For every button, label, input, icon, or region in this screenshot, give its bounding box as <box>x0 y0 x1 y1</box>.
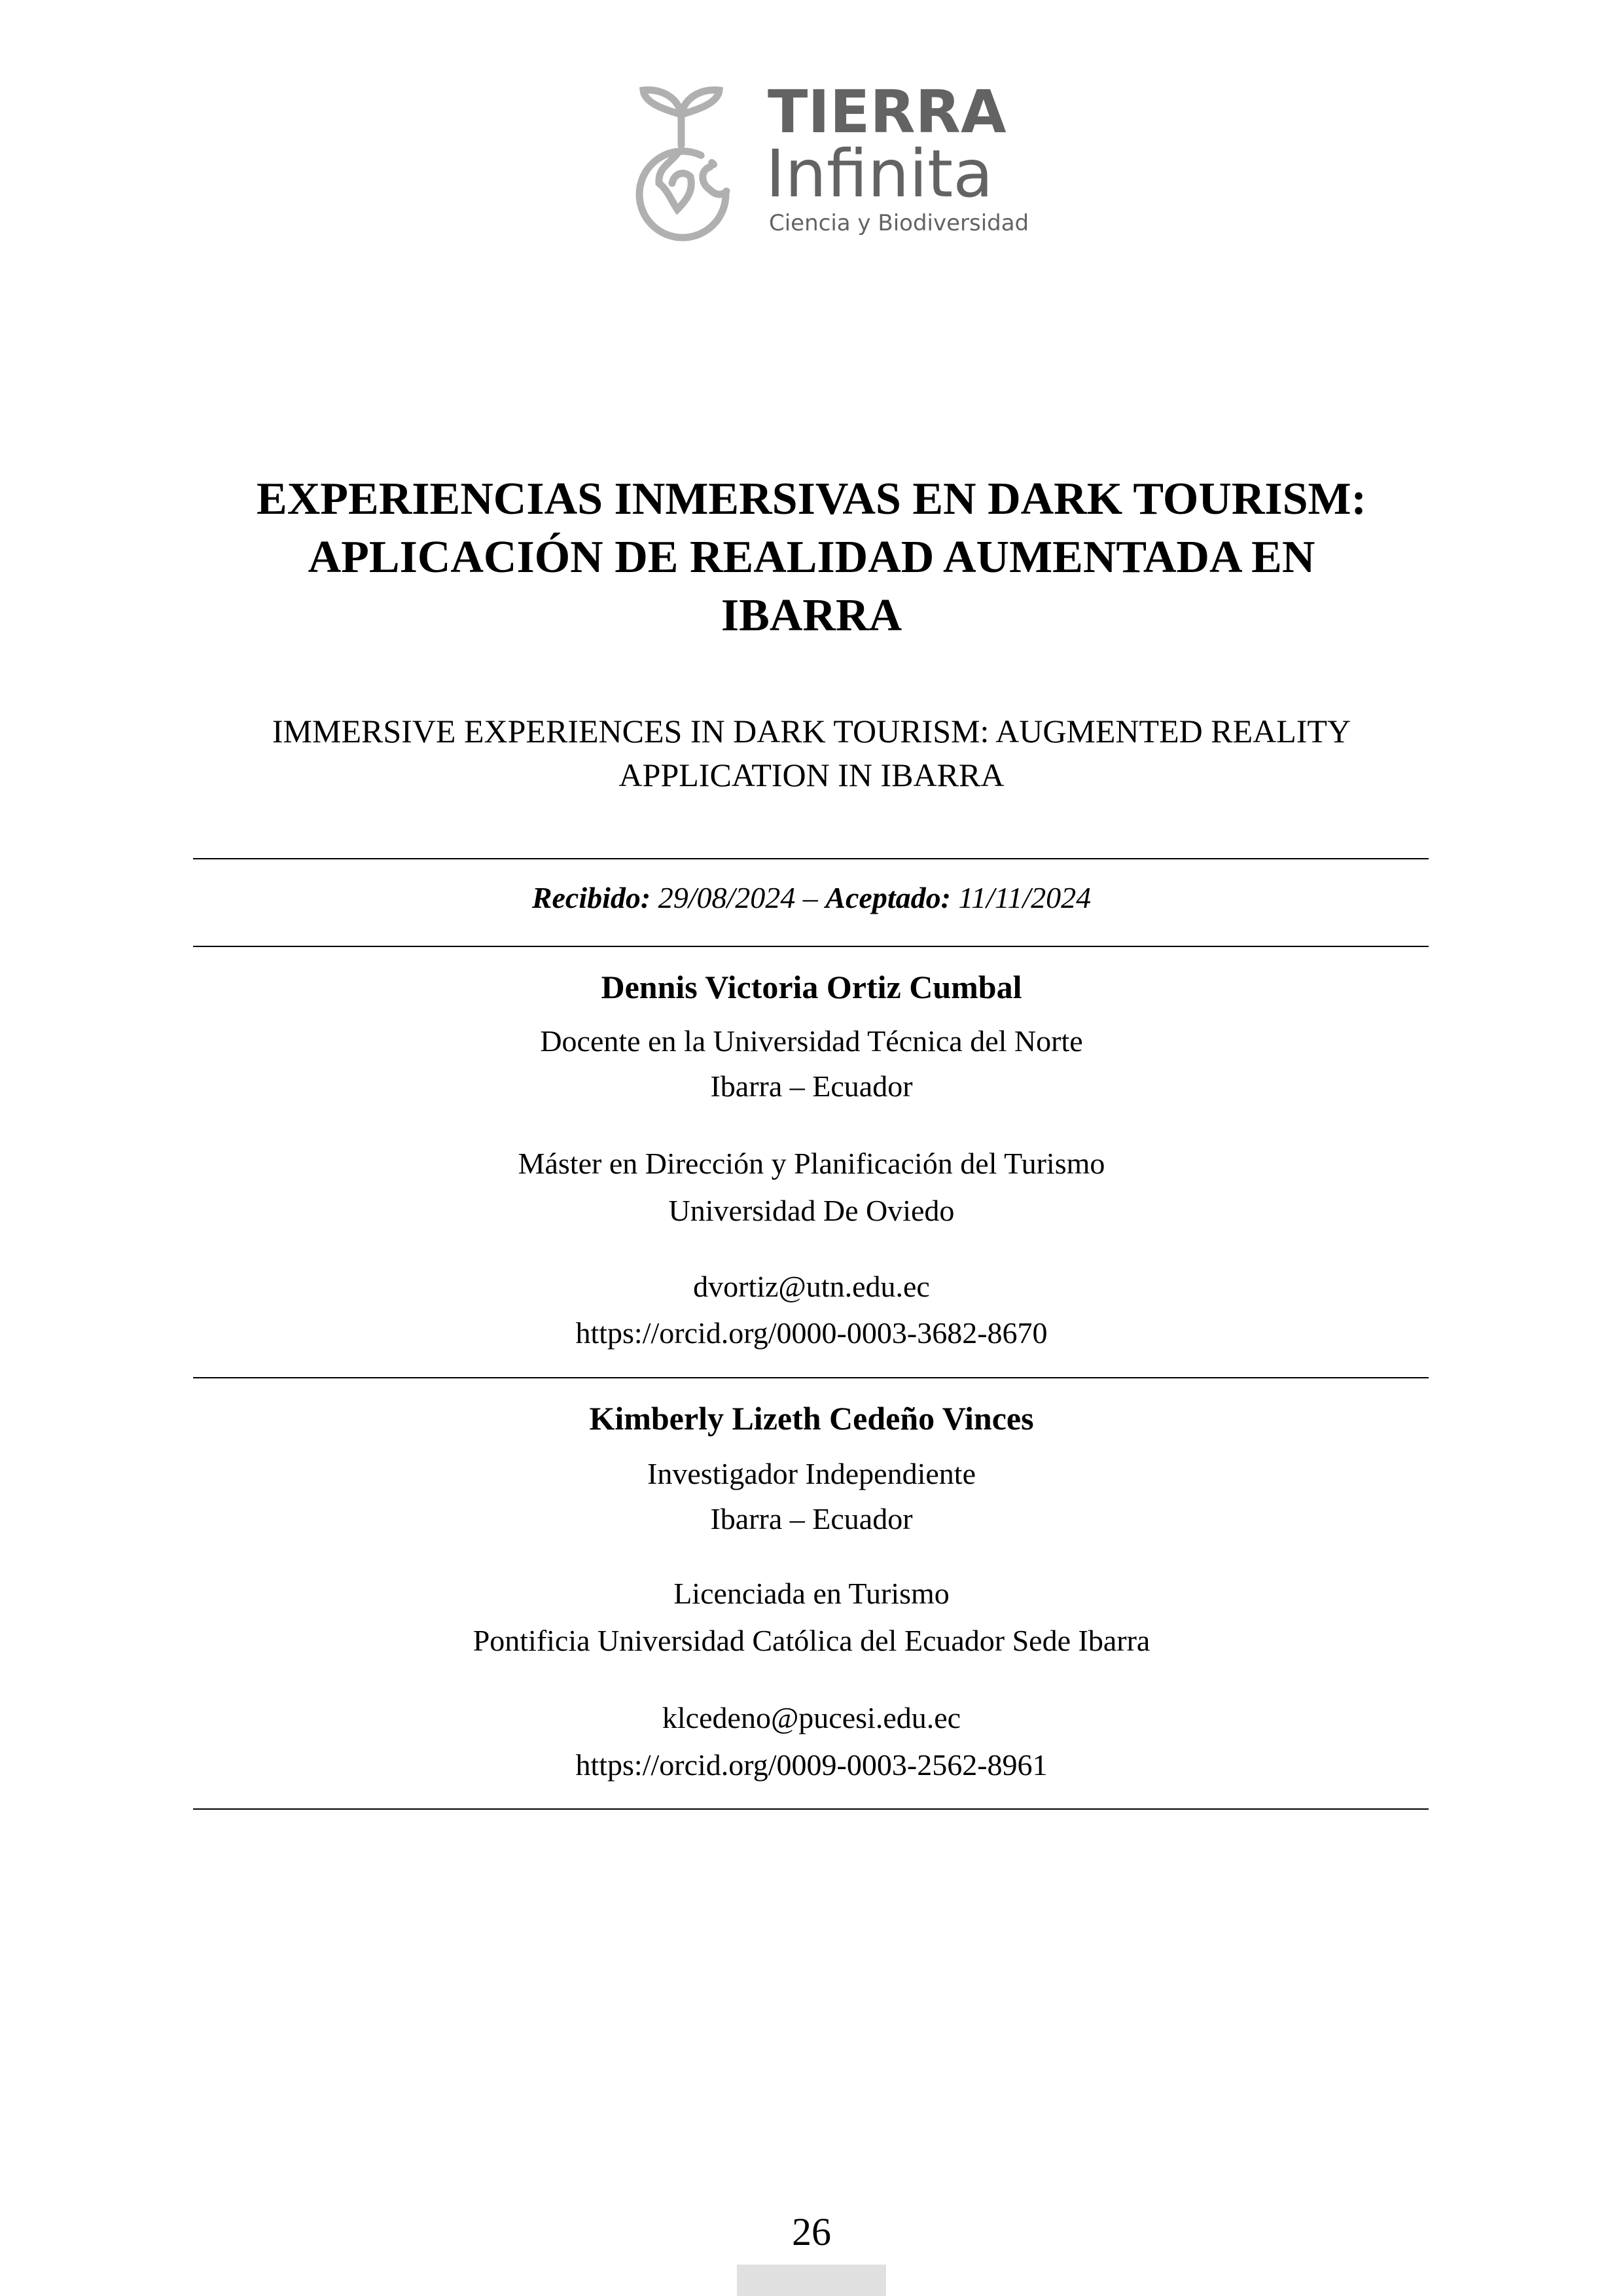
dates-line <box>0 875 1623 921</box>
divider <box>193 858 1429 859</box>
title-es-line: IBARRA <box>721 590 902 641</box>
author-orcid[interactable]: https://orcid.org/0009-0003-2562-8961 <box>575 1748 1048 1782</box>
title-en-line: IMMERSIVE EXPERIENCES IN DARK TOURISM: AUGMENTED REALITY <box>272 713 1351 749</box>
page-number: 26 <box>792 2210 831 2253</box>
date-separator: – <box>802 881 818 914</box>
title-en <box>0 709 1623 797</box>
author-location: Ibarra – Ecuador <box>710 1069 913 1103</box>
author-role: Investigador Independiente <box>647 1457 976 1490</box>
logo-tagline: Ciencia y Biodiversidad <box>769 210 1029 236</box>
journal-logo <box>632 78 1029 255</box>
author-degree: Máster en Dirección y Planificación del Turismo <box>518 1147 1105 1180</box>
received-date: 29/08/2024 <box>658 881 796 914</box>
logo-line1: TIERRA <box>768 78 1007 147</box>
author-email[interactable]: dvortiz@utn.edu.ec <box>693 1270 930 1303</box>
accepted-label: Aceptado: <box>825 881 951 914</box>
title-es-line: APLICACIÓN DE REALIDAD AUMENTADA EN <box>308 532 1315 583</box>
author-name: Kimberly Lizeth Cedeño Vinces <box>589 1400 1034 1437</box>
divider <box>193 1808 1429 1810</box>
footer-tab <box>737 2265 886 2296</box>
received-label: Recibido: <box>531 881 651 914</box>
divider <box>193 946 1429 947</box>
logo-line2: Infinita <box>766 135 993 212</box>
author-institution: Pontificia Universidad Católica del Ecuador Sede Ibarra <box>473 1624 1150 1657</box>
title-es <box>0 470 1623 645</box>
accepted-date: 11/11/2024 <box>958 881 1092 914</box>
author-email[interactable]: klcedeno@pucesi.edu.ec <box>662 1701 961 1734</box>
title-es-line: EXPERIENCIAS INMERSIVAS EN DARK TOURISM: <box>257 474 1366 524</box>
title-en-line: APPLICATION IN IBARRA <box>618 757 1005 793</box>
author-institution: Universidad De Oviedo <box>668 1194 955 1227</box>
author-orcid[interactable]: https://orcid.org/0000-0003-3682-8670 <box>575 1316 1048 1350</box>
author-location: Ibarra – Ecuador <box>710 1502 913 1535</box>
author-role: Docente en la Universidad Técnica del Norte <box>540 1024 1083 1058</box>
author-name: Dennis Victoria Ortiz Cumbal <box>601 969 1022 1005</box>
divider <box>193 1377 1429 1378</box>
author-degree: Licenciada en Turismo <box>673 1577 950 1610</box>
sprout-globe-icon <box>639 90 726 238</box>
